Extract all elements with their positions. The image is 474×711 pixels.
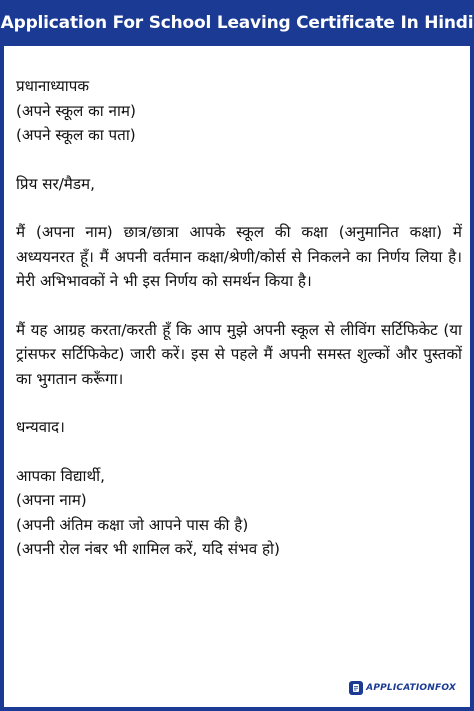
paragraph-2: मैं यह आग्रह करता/करती हूँ कि आप मुझे अपनी स्कूल से लीविंग सर्टिफिकेट (या ट्रांसफर सर्टिफिकेट) जारी करें। इस से पहले मैं अपनी समस्त शुल्कों और पुस्तकों का भुगतान करूँगा।	[16, 320, 462, 388]
page-title: Application For School Leaving Certificate In Hindi	[0, 13, 474, 33]
letter-body	[16, 74, 462, 562]
salutation-block	[16, 172, 462, 197]
letter-paper	[4, 46, 470, 707]
document-icon	[349, 681, 363, 695]
logo-text: APPLICATIONFOX	[366, 683, 456, 693]
paragraph-1: मैं (अपना नाम) छात्र/छात्रा आपके स्कूल की कक्षा (अनुमानित कक्षा) में अध्ययनरत हूँ। मैं अपनी वर्तमान कक्षा/श्रेणी/कोर्स से निकलने का निर्णय लिया है। मेरी अभिभावकों ने भी इस निर्णय को समर्थन किया है।	[16, 223, 462, 290]
salutation: प्रिय सर/मैडम,	[16, 174, 95, 193]
recipient-school-address: (अपने स्कूल का पता)	[16, 126, 136, 144]
paragraph-block-2	[16, 318, 462, 392]
closing-name: (अपना नाम)	[16, 491, 87, 509]
paragraph-block-1	[16, 220, 462, 294]
recipient-block	[16, 74, 462, 148]
closing-roll-number: (अपनी रोल नंबर भी शामिल करें, यदि संभव हो)	[16, 540, 280, 558]
closing-last-class: (अपनी अंतिम कक्षा जो आपने पास की है)	[16, 515, 249, 534]
closing-block	[16, 464, 462, 562]
thanks: धन्यवाद।	[16, 418, 65, 436]
recipient-title: प्रधानाध्यापक	[16, 77, 90, 95]
recipient-school-name: (अपने स्कूल का नाम)	[16, 101, 136, 120]
closing-signoff: आपका विद्यार्थी,	[16, 466, 105, 485]
applicationfox-logo	[349, 681, 456, 695]
thanks-block	[16, 415, 462, 440]
